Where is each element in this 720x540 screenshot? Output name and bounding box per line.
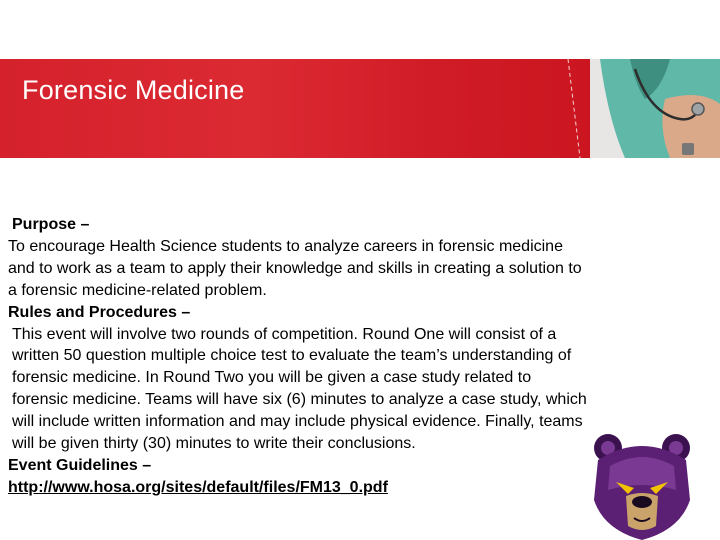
doctor-photo [430, 59, 720, 158]
rules-text: This event will involve two rounds of competition. Round One will consist of a written 50 question multiple choice test to evaluate the team’s understanding of forensic medicine. In Round Two you will be given a case study related to forensic medicine. Teams will have six (6) minutes to analyze a case study, which will include written information and may include physical evidence. Finally, teams will be given thirty (30) minutes to write their conclusions. [12, 325, 587, 453]
rules-heading: Rules and Procedures – [8, 303, 191, 321]
purpose-text: To encourage Health Science students to analyze careers in forensic medicine and to work as a team to apply their knowledge and skills in creating a solution to a forensic medicine-related problem. [8, 237, 582, 299]
title-banner [0, 59, 720, 158]
bear-mascot-logo [590, 430, 694, 540]
guidelines-link[interactable]: http://www.hosa.org/sites/default/files/FM13_0.pdf [8, 478, 388, 496]
slide-body [8, 214, 588, 499]
guidelines-heading: Event Guidelines – [8, 456, 152, 474]
purpose-heading: Purpose – [12, 216, 90, 233]
slide-title: Forensic Medicine [22, 75, 245, 105]
